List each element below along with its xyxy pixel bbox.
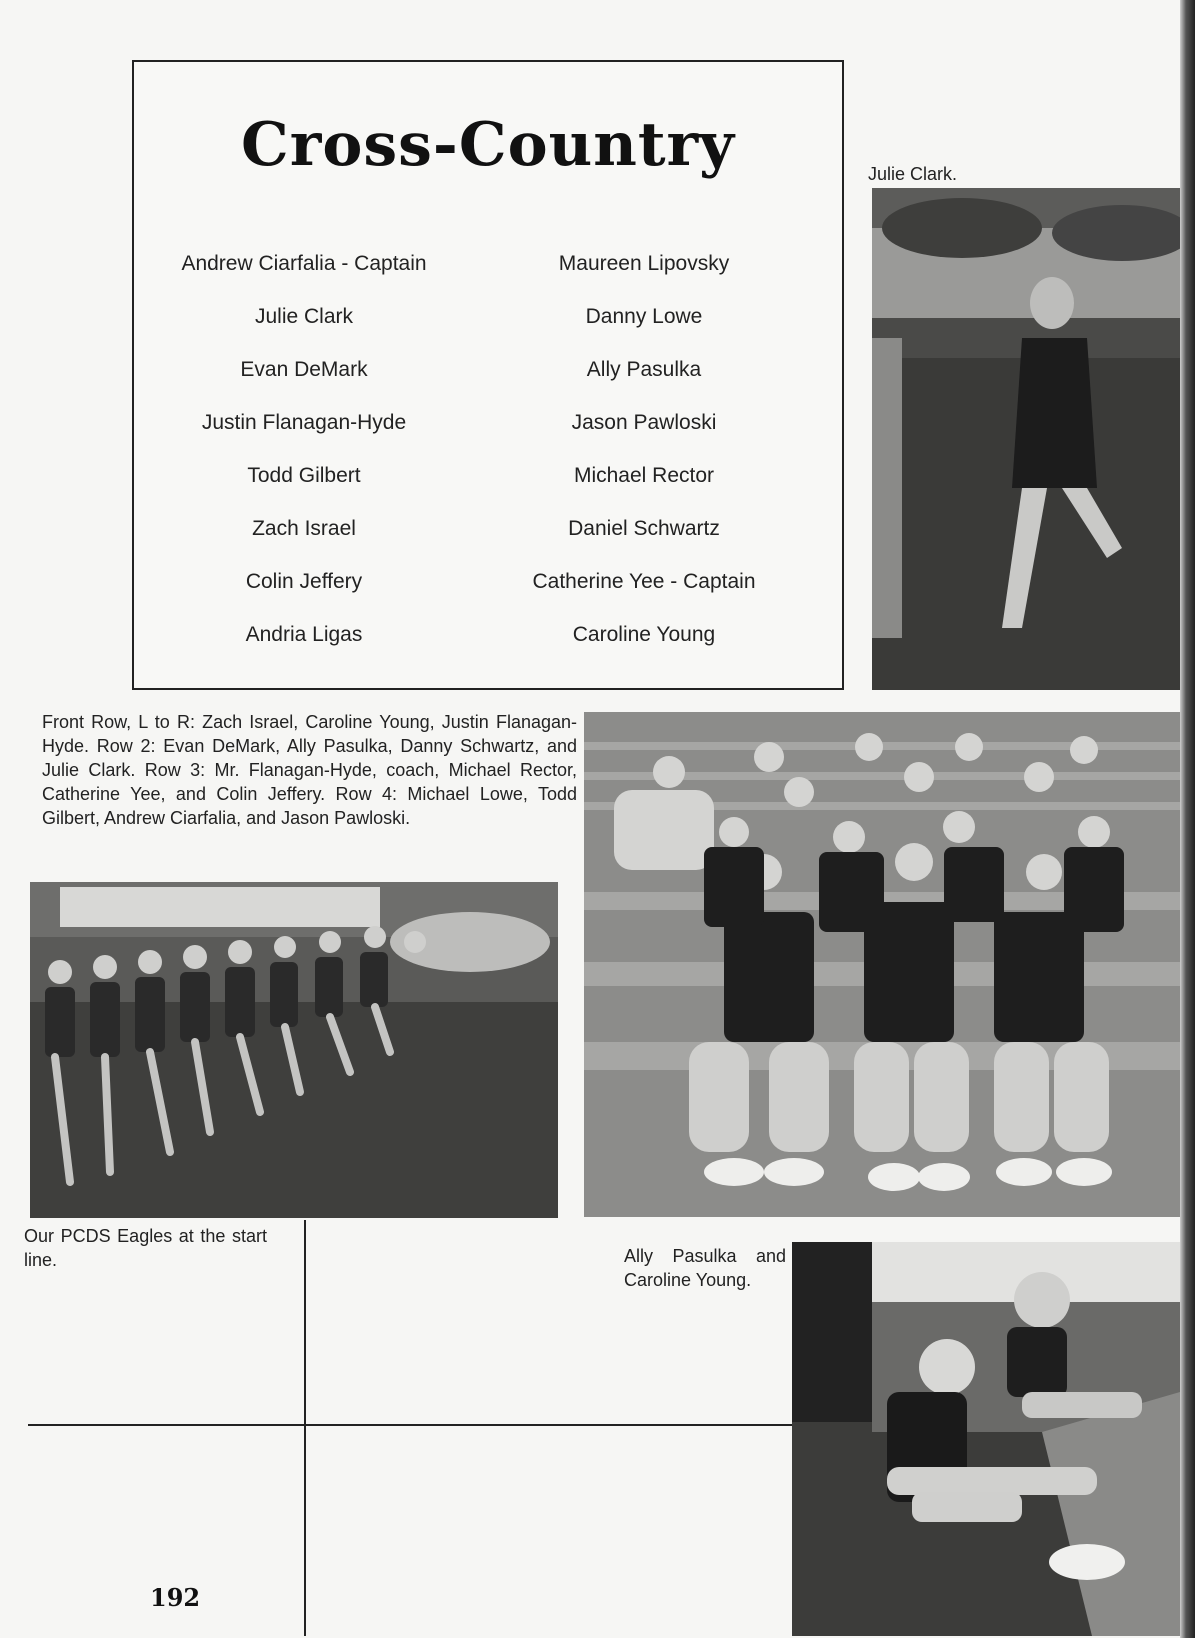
roster-name: Michael Rector (573, 464, 715, 487)
book-spine-edge (1180, 0, 1195, 1638)
roster-name: Andria Ligas (245, 623, 363, 646)
photo-julie-running (872, 188, 1180, 690)
roster-box (132, 60, 844, 690)
roster-name: Julie Clark (254, 305, 354, 328)
roster-name: Justin Flanagan-Hyde (201, 411, 407, 434)
caption-team: Front Row, L to R: Zach Israel, Caroline Young, Justin Flanagan-Hyde. Row 2: Evan DeMark, Ally Pasulka, Danny Schwartz, and Julie Clark. Row 3: Mr. Flanagan-Hyde, coach, Michael Rector, Catherine Yee, and Colin Jeffery. Row 4: Michael Lowe, Todd Gilbert, Andrew Ciarfalia, and Jason Pawloski. (42, 712, 577, 828)
roster-name: Zach Israel (252, 517, 356, 540)
roster-name: Caroline Young (572, 623, 716, 646)
roster-name: Colin Jeffery (245, 570, 363, 593)
horizontal-rule (28, 1424, 792, 1426)
caption-start-line: Our PCDS Eagles at the start line. (24, 1226, 267, 1270)
roster-name: Evan DeMark (240, 358, 368, 381)
vertical-rule (304, 1220, 306, 1636)
roster-left-column (134, 250, 474, 674)
roster-name: Ally Pasulka (586, 358, 702, 381)
roster-name: Catherine Yee - Captain (532, 570, 756, 593)
caption-pair: Ally Pasulka and Caroline Young. (624, 1246, 786, 1290)
page-title: Cross-Country (240, 110, 736, 180)
roster-name: Maureen Lipovsky (558, 252, 730, 275)
roster-name: Todd Gilbert (247, 464, 361, 487)
roster-right-column (474, 250, 814, 674)
roster-name: Daniel Schwartz (568, 517, 720, 540)
photo-team-group (584, 712, 1180, 1217)
roster-name: Andrew Ciarfalia - Captain (181, 252, 427, 275)
roster-name: Danny Lowe (585, 305, 703, 328)
photo-start-line (30, 882, 558, 1218)
page-number: 192 (150, 1583, 201, 1612)
caption-julie: Julie Clark. (868, 164, 958, 184)
roster-name: Jason Pawloski (571, 411, 717, 434)
photo-pair-stretching (792, 1242, 1180, 1636)
